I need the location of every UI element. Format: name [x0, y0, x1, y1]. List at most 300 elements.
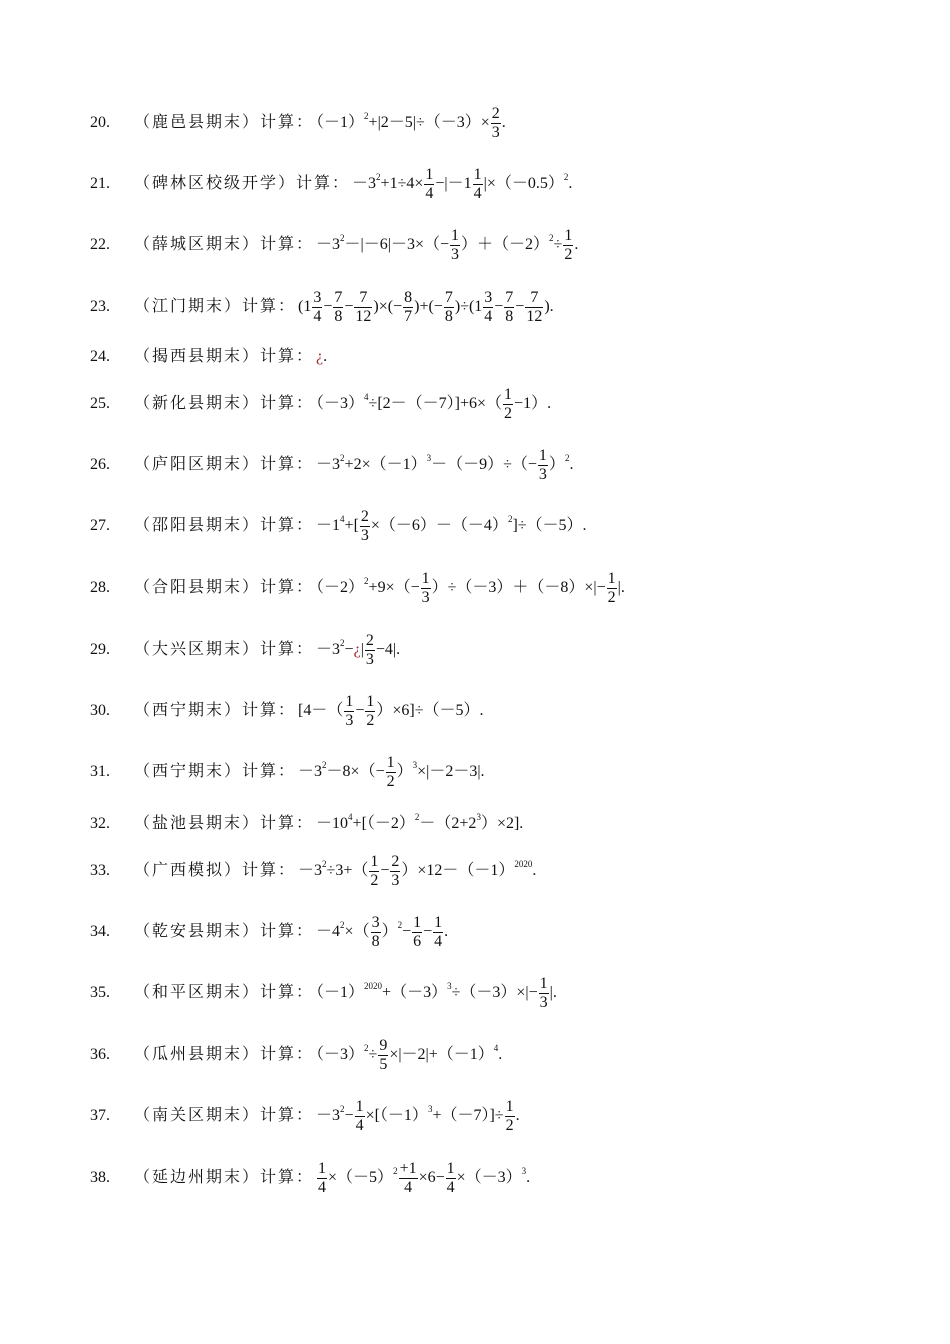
expression-text: . — [568, 174, 573, 192]
problem-instruction: 计算： — [260, 348, 315, 365]
fraction-numerator: 3 — [484, 288, 493, 306]
fraction — [444, 289, 454, 326]
expression-text: |. — [549, 983, 557, 1001]
problem-source: （大兴区期末） — [134, 640, 261, 658]
problem-source: （延边州期末） — [134, 1168, 261, 1186]
fraction-numerator: 1 — [538, 446, 547, 464]
expression-text: ×|－2|+（－1） — [389, 1045, 494, 1063]
problem-instruction: 计算： — [260, 113, 315, 131]
expression-text: . — [501, 113, 506, 131]
fraction-denominator: 2 — [564, 245, 573, 263]
fraction-numerator: 1 — [413, 913, 422, 931]
fraction-denominator: 12 — [526, 307, 543, 325]
fraction — [607, 570, 617, 607]
fraction-numerator: 7 — [505, 288, 514, 306]
fraction-numerator: 7 — [525, 289, 543, 308]
problem-source: （西宁期末） — [134, 762, 243, 780]
expression-text: . — [498, 1045, 503, 1063]
expression-text: − — [515, 297, 525, 315]
problem-source: （盐池县期末） — [134, 815, 261, 832]
fraction-numerator: 1 — [451, 226, 460, 244]
expression-text: －3 — [298, 861, 323, 879]
fraction-numerator: 1 — [434, 913, 443, 931]
math-expression — [316, 1036, 503, 1073]
problem-number: 36. — [90, 1045, 110, 1063]
expression-text: ÷（－3）×|− — [451, 983, 538, 1001]
math-expression — [316, 446, 574, 483]
expression-text: . — [444, 922, 449, 940]
expression-text: +（－3） — [382, 983, 448, 1001]
problem-instruction: 计算： — [260, 1106, 315, 1124]
expression-text: . — [569, 455, 574, 473]
expression-text: ×（－5） — [328, 1168, 394, 1186]
expression-text: − — [344, 1106, 354, 1124]
expression-text: . — [526, 1168, 531, 1186]
fraction-denominator: 2 — [607, 588, 616, 606]
unrendered-glyph: ¿ — [353, 640, 361, 658]
fraction — [354, 289, 372, 326]
fraction — [365, 632, 375, 669]
fraction-denominator: 8 — [371, 932, 380, 950]
fraction — [538, 447, 548, 484]
fraction-numerator: 1 — [539, 974, 548, 992]
fraction-numerator: 8 — [404, 288, 413, 306]
problem-number: 20. — [90, 113, 110, 131]
problem-number: 38. — [90, 1168, 110, 1186]
exponent: 3 — [521, 1165, 527, 1176]
problem-item — [90, 754, 485, 791]
fraction-denominator: 2 — [366, 711, 375, 729]
exponent: 2 — [364, 575, 369, 586]
problem-number: 27. — [90, 516, 110, 534]
fraction-denominator: 3 — [345, 711, 354, 729]
math-expression — [298, 692, 484, 729]
fraction — [317, 1160, 327, 1197]
problem-item — [90, 105, 506, 142]
expression-text: |. — [617, 578, 625, 596]
expression-text: − — [355, 701, 365, 719]
fraction-numerator: 1 — [446, 1159, 455, 1177]
fraction — [446, 1160, 456, 1197]
problem-source: （庐阳区期末） — [134, 455, 261, 473]
fraction-denominator: 3 — [539, 993, 548, 1011]
fraction-numerator: +1 — [399, 1159, 417, 1177]
expression-text: ÷3+（ — [326, 861, 369, 879]
expression-text: | — [360, 640, 364, 658]
expression-text: +1÷4× — [380, 174, 424, 192]
fraction-denominator: 4 — [434, 932, 443, 950]
fraction — [421, 570, 431, 607]
exponent: 2 — [393, 1165, 398, 1176]
expression-text: )÷(1 — [454, 297, 483, 315]
problem-number: 31. — [90, 762, 110, 780]
exponent: 2020 — [364, 980, 383, 991]
fraction-numerator: 1 — [386, 753, 395, 771]
exponent: 2 — [340, 232, 345, 243]
fraction — [433, 914, 443, 951]
problem-item — [90, 914, 448, 951]
math-expression — [298, 288, 554, 325]
fraction-denominator: 2 — [505, 1116, 514, 1134]
expression-text: − — [344, 640, 354, 658]
math-expression — [298, 753, 485, 790]
expression-text: （－2） — [316, 578, 365, 596]
expression-text: ). — [544, 297, 554, 315]
exponent: 2 — [397, 919, 403, 930]
exponent: 2 — [414, 812, 420, 822]
expression-text: －10 — [316, 815, 349, 832]
expression-text: +（－7）]÷ — [432, 1106, 504, 1124]
fraction — [399, 1160, 418, 1197]
problem-item — [90, 853, 536, 890]
exponent: 4 — [340, 513, 345, 524]
expression-text: ） — [548, 455, 565, 473]
fraction-denominator: 4 — [318, 1178, 327, 1196]
fraction — [503, 386, 513, 423]
problem-source: （南关区期末） — [134, 1106, 261, 1124]
problem-source: （瓜州县期末） — [134, 1045, 261, 1063]
fraction-numerator: 1 — [355, 1097, 364, 1115]
expression-text: （－1） — [316, 983, 365, 1001]
expression-text: ×（－6）－（－4） — [370, 516, 508, 534]
problem-source: （西宁期末） — [134, 701, 243, 719]
fraction — [403, 289, 413, 326]
expression-text: [4－（ — [298, 701, 344, 719]
problem-item — [90, 1160, 530, 1197]
fraction — [424, 166, 434, 203]
problem-source: （广西模拟） — [134, 861, 243, 879]
fraction — [312, 289, 322, 326]
problem-number: 34. — [90, 922, 110, 940]
math-expression — [316, 631, 401, 668]
fraction-numerator: 1 — [425, 165, 434, 183]
problem-instruction: 计算： — [260, 516, 315, 534]
expression-text: − — [494, 297, 504, 315]
problem-instruction: 计算： — [260, 578, 315, 596]
math-expression — [316, 974, 557, 1011]
problem-instruction: 计算： — [260, 1045, 315, 1063]
fraction-denominator: 4 — [425, 184, 434, 202]
unrendered-glyph: ¿ — [316, 348, 324, 365]
fraction-numerator: 1 — [370, 852, 379, 870]
fraction — [525, 289, 543, 326]
expression-text: − — [380, 861, 390, 879]
math-expression — [316, 507, 587, 544]
fraction-numerator: 2 — [360, 507, 369, 525]
fraction-denominator: 6 — [413, 932, 422, 950]
fraction — [450, 227, 460, 264]
problem-instruction: 计算： — [260, 1168, 315, 1186]
expression-text: − — [423, 922, 433, 940]
problem-source: （碑林区校级开学） — [134, 174, 297, 192]
problem-instruction: 计算： — [260, 922, 315, 940]
expression-text: −|－1 — [435, 174, 472, 192]
expression-text: ）×12－（－1） — [401, 861, 515, 879]
expression-text: ） — [381, 922, 398, 940]
expression-text: （－3） — [316, 1045, 365, 1063]
exponent: 2 — [507, 513, 513, 524]
fraction-numerator: 1 — [473, 165, 482, 183]
problem-number: 30. — [90, 701, 110, 719]
exponent: 2 — [340, 919, 345, 930]
math-expression — [316, 385, 552, 422]
problem-number: 29. — [90, 640, 110, 658]
exponent: 2 — [340, 452, 345, 463]
fraction-numerator: 1 — [564, 226, 573, 244]
problem-instruction: 计算： — [260, 640, 315, 658]
expression-text: －3 — [316, 455, 341, 473]
exponent: 3 — [427, 1103, 433, 1114]
problem-source: （鹿邑县期末） — [134, 113, 261, 131]
expression-text: ×|－2－3|. — [417, 762, 485, 780]
fraction-numerator: 7 — [444, 288, 453, 306]
math-expression — [352, 165, 573, 202]
fraction-numerator: 3 — [371, 913, 380, 931]
exponent: 3 — [447, 980, 452, 991]
expression-text: （－3） — [316, 394, 365, 412]
expression-text: ÷[2－（－7）]+6×（ — [368, 394, 503, 412]
problem-item — [90, 693, 484, 730]
expression-text: (1 — [298, 297, 312, 315]
math-expression — [316, 812, 524, 832]
exponent: 2 — [564, 452, 570, 463]
expression-text: －3 — [298, 762, 323, 780]
fraction-denominator: 3 — [365, 650, 374, 668]
fraction-denominator: 3 — [491, 123, 500, 141]
problem-number: 35. — [90, 983, 110, 1001]
math-expression — [316, 104, 506, 141]
fraction-numerator: 3 — [313, 288, 322, 306]
fraction — [505, 1098, 515, 1135]
problem-number: 24. — [90, 348, 110, 365]
fraction-numerator: 1 — [421, 569, 430, 587]
problem-item — [90, 227, 578, 264]
fraction — [504, 289, 514, 326]
problem-item — [90, 347, 327, 367]
problem-instruction: 计算： — [260, 455, 315, 473]
expression-text: －8×（− — [326, 762, 385, 780]
expression-text: +[（－2） — [352, 815, 415, 832]
expression-text: －|－6|－3×（− — [344, 235, 450, 253]
fraction-denominator: 4 — [446, 1178, 455, 1196]
fraction — [473, 166, 483, 203]
expression-text: +[ — [344, 516, 359, 534]
problem-source: （乾安县期末） — [134, 922, 261, 940]
problem-item — [90, 1037, 502, 1074]
expression-text: −4|. — [375, 640, 401, 658]
expression-text: －（2+2 — [419, 815, 477, 832]
problem-number: 21. — [90, 174, 110, 192]
fraction-denominator: 8 — [334, 307, 343, 325]
expression-text: －4 — [316, 922, 341, 940]
expression-text: +2×（－1） — [344, 455, 427, 473]
fraction — [378, 1037, 388, 1074]
expression-text: ）×6]÷（－5）. — [376, 701, 484, 719]
problem-source: （邵阳县期末） — [134, 516, 261, 534]
exponent: 4 — [493, 1042, 499, 1053]
expression-text: . — [515, 1106, 520, 1124]
fraction — [412, 914, 422, 951]
fraction-numerator: 1 — [505, 1097, 514, 1115]
fraction-numerator: 7 — [354, 289, 372, 308]
fraction-denominator: 4 — [313, 307, 322, 325]
problem-item — [90, 632, 400, 669]
expression-text: ×（－3） — [456, 1168, 522, 1186]
exponent: 2020 — [514, 858, 533, 869]
expression-text: ） — [396, 762, 413, 780]
fraction — [390, 853, 400, 890]
problem-instruction: 计算： — [260, 235, 315, 253]
fraction-denominator: 3 — [451, 245, 460, 263]
expression-text: －1 — [316, 516, 341, 534]
expression-text: ]÷（－5）. — [512, 516, 587, 534]
fraction-denominator: 8 — [505, 307, 514, 325]
problem-source: （揭西县期末） — [134, 348, 261, 365]
problem-number: 25. — [90, 394, 110, 412]
fraction-denominator: 7 — [404, 307, 413, 325]
fraction — [563, 227, 573, 264]
expression-text: ）＋（－2） — [461, 235, 550, 253]
expression-text: . — [532, 861, 537, 879]
fraction-numerator: 7 — [334, 288, 343, 306]
fraction-denominator: 2 — [504, 404, 513, 422]
problem-number: 28. — [90, 578, 110, 596]
problem-item — [90, 447, 573, 484]
expression-text: |×（－0.5） — [483, 174, 564, 192]
fraction — [355, 1098, 365, 1135]
exponent: 3 — [426, 452, 432, 463]
math-expression — [316, 1097, 520, 1134]
fraction-numerator: 1 — [366, 692, 375, 710]
exponent: 3 — [476, 812, 481, 822]
math-expression — [298, 852, 537, 889]
problem-item — [90, 1098, 520, 1135]
expression-text: − — [344, 297, 354, 315]
fraction-denominator: 4 — [355, 1116, 364, 1134]
fraction-denominator: 4 — [473, 184, 482, 202]
fraction-denominator: 5 — [379, 1055, 388, 1073]
problem-number: 37. — [90, 1106, 110, 1124]
problem-item — [90, 289, 554, 326]
math-expression — [316, 1159, 531, 1196]
fraction-denominator: 12 — [355, 307, 372, 325]
fraction — [483, 289, 493, 326]
problem-item — [90, 975, 557, 1012]
problem-instruction: 计算： — [296, 174, 351, 192]
fraction — [344, 693, 354, 730]
fraction-denominator: 3 — [421, 588, 430, 606]
exponent: 2 — [322, 759, 327, 770]
fraction — [369, 853, 379, 890]
fraction-denominator: 8 — [444, 307, 453, 325]
problem-instruction: 计算： — [242, 762, 297, 780]
exponent: 4 — [364, 391, 369, 402]
problem-item — [90, 386, 551, 423]
exponent: 2 — [364, 1042, 369, 1053]
math-expression — [316, 913, 449, 950]
fraction — [360, 508, 370, 545]
exponent: 2 — [549, 232, 554, 243]
fraction-denominator: 2 — [370, 871, 379, 889]
problem-source: （江门期末） — [134, 297, 243, 315]
exponent: 2 — [376, 171, 381, 182]
expression-text: （－1） — [316, 113, 365, 131]
expression-text: －3 — [316, 1106, 341, 1124]
expression-text: − — [402, 922, 412, 940]
fraction — [371, 914, 381, 951]
fraction-numerator: 2 — [391, 852, 400, 870]
problem-item — [90, 166, 572, 203]
expression-text: ×[（－1） — [365, 1106, 428, 1124]
math-expression — [316, 226, 579, 263]
expression-text: ）÷（－3）＋（－8）×|− — [431, 578, 606, 596]
problem-source: （合阳县期末） — [134, 578, 261, 596]
expression-text: +|2－5|÷（－3）× — [368, 113, 490, 131]
expression-text: . — [323, 348, 328, 365]
expression-text: )+(− — [414, 297, 443, 315]
exponent: 2 — [322, 858, 327, 869]
math-expression — [316, 569, 625, 606]
problem-instruction: 计算： — [260, 394, 315, 412]
fraction-denominator: 2 — [386, 772, 395, 790]
expression-text: －（－9）÷（− — [431, 455, 537, 473]
problem-instruction: 计算： — [242, 297, 297, 315]
fraction-numerator: 1 — [504, 385, 513, 403]
problem-item — [90, 814, 523, 834]
problem-instruction: 计算： — [242, 701, 297, 719]
fraction-denominator: 4 — [404, 1178, 413, 1196]
problem-item — [90, 570, 625, 607]
expression-text: ×（ — [344, 922, 370, 940]
fraction-denominator: 3 — [360, 526, 369, 544]
problem-source: （和平区期末） — [134, 983, 261, 1001]
problem-item — [90, 508, 587, 545]
fraction — [491, 105, 501, 142]
fraction — [539, 975, 549, 1012]
problem-number: 23. — [90, 297, 110, 315]
expression-text: －3 — [316, 640, 341, 658]
math-expression — [316, 348, 327, 365]
expression-text: +9×（− — [368, 578, 420, 596]
fraction-numerator: 1 — [607, 569, 616, 587]
problem-instruction: 计算： — [260, 815, 315, 832]
problem-number: 33. — [90, 861, 110, 879]
fraction-denominator: 3 — [391, 871, 400, 889]
expression-text: ×6− — [418, 1168, 445, 1186]
expression-text: . — [574, 235, 579, 253]
exponent: 3 — [412, 759, 418, 770]
expression-text: －3 — [352, 174, 377, 192]
problem-source: （新化县期末） — [134, 394, 261, 412]
exponent: 2 — [340, 637, 345, 648]
problem-instruction: 计算： — [260, 983, 315, 1001]
expression-text: )×(− — [373, 297, 403, 315]
fraction-numerator: 2 — [365, 631, 374, 649]
expression-text: ÷ — [553, 235, 563, 253]
exponent: 2 — [340, 1103, 345, 1114]
exponent: 4 — [348, 812, 353, 822]
expression-text: − — [323, 297, 333, 315]
problem-source: （薛城区期末） — [134, 235, 261, 253]
fraction — [386, 754, 396, 791]
expression-text: －3 — [316, 235, 341, 253]
fraction-denominator: 3 — [538, 465, 547, 483]
fraction-numerator: 2 — [491, 104, 500, 122]
problem-number: 32. — [90, 815, 110, 832]
fraction-numerator: 1 — [318, 1159, 327, 1177]
fraction-numerator: 1 — [345, 692, 354, 710]
expression-text: ÷ — [368, 1045, 378, 1063]
